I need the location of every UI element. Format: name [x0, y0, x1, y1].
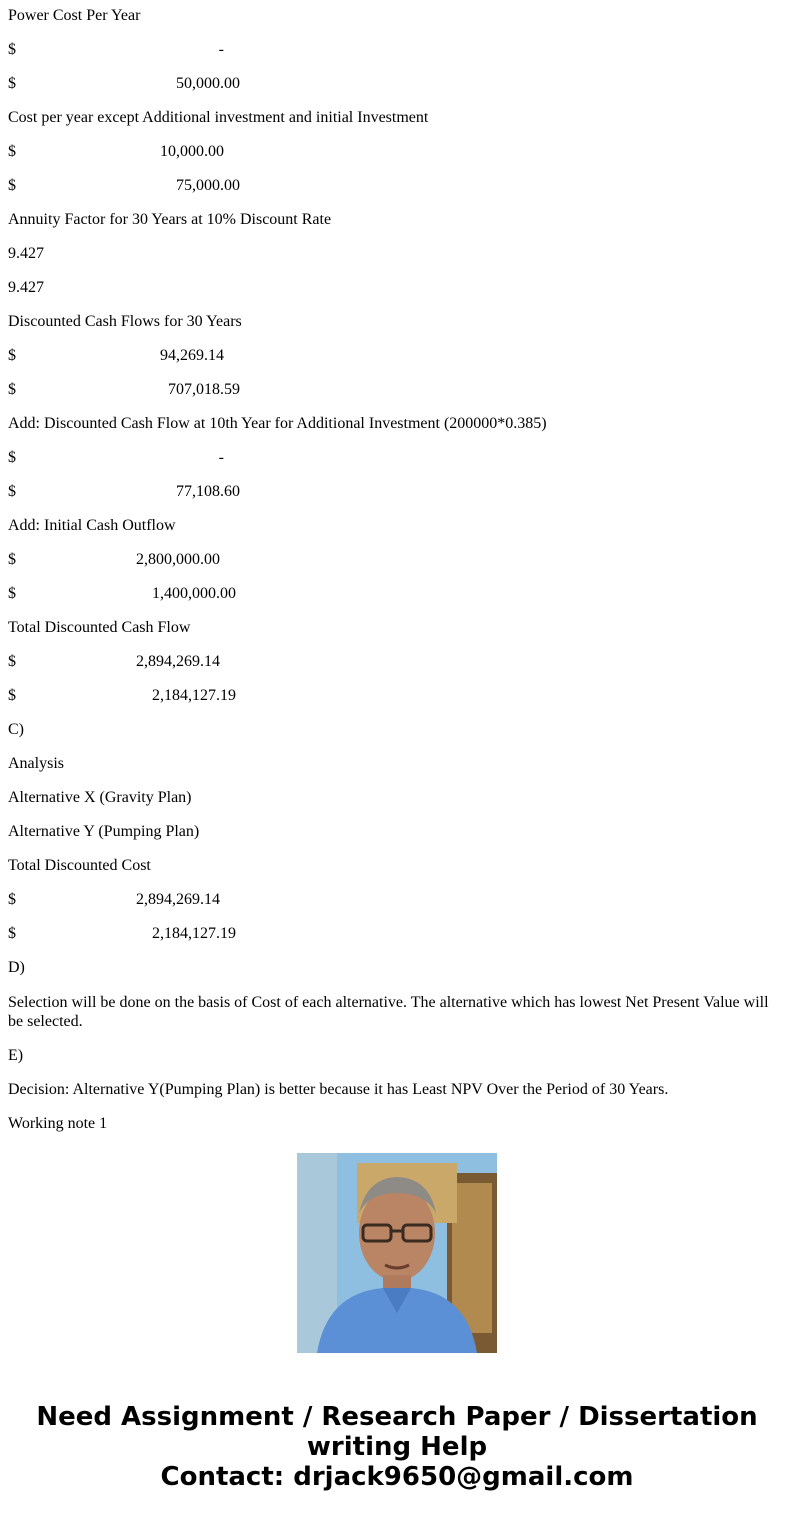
currency-symbol: $	[8, 891, 16, 908]
currency-symbol: $	[8, 41, 16, 58]
currency-symbol: $	[8, 381, 16, 398]
amount-value: -	[218, 449, 224, 466]
amount-value: 10,000.00	[160, 143, 224, 160]
document-body	[8, 0, 778, 1132]
text-line: Power Cost Per Year	[8, 7, 141, 24]
amount-value: 2,184,127.19	[152, 687, 236, 704]
currency-symbol: $	[8, 449, 16, 466]
amount-row	[8, 143, 778, 161]
text-line: Total Discounted Cost	[8, 857, 151, 874]
text-line: 9.427	[8, 279, 44, 296]
currency-symbol: $	[8, 653, 16, 670]
currency-symbol: $	[8, 925, 16, 942]
text-line: C)	[8, 721, 24, 738]
amount-row	[8, 449, 778, 467]
currency-symbol: $	[8, 143, 16, 160]
amount-value: 1,400,000.00	[152, 585, 236, 602]
author-photo	[297, 1153, 497, 1353]
amount-row	[8, 891, 778, 909]
currency-symbol: $	[8, 483, 16, 500]
currency-symbol: $	[8, 585, 16, 602]
currency-symbol: $	[8, 347, 16, 364]
promo-line-2: writing Help	[306, 1432, 488, 1462]
amount-row	[8, 347, 778, 365]
text-line: Add: Discounted Cash Flow at 10th Year for Additional Investment (200000*0.385)	[8, 415, 547, 432]
text-line: Alternative X (Gravity Plan)	[8, 789, 192, 806]
amount-row	[8, 585, 778, 603]
text-line: D)	[8, 959, 25, 976]
amount-row	[8, 41, 778, 59]
person-photo-illustration	[297, 1153, 497, 1353]
text-line: Annuity Factor for 30 Years at 10% Discount Rate	[8, 211, 332, 228]
amount-row	[8, 483, 778, 501]
text-line: Total Discounted Cash Flow	[8, 619, 191, 636]
text-line: Alternative Y (Pumping Plan)	[8, 823, 200, 840]
text-line: 9.427	[8, 245, 44, 262]
amount-value: 2,184,127.19	[152, 925, 236, 942]
amount-row	[8, 75, 778, 93]
amount-row	[8, 551, 778, 569]
text-line: Decision: Alternative Y(Pumping Plan) is better because it has Least NPV Over the Period of 30 Years.	[8, 1081, 669, 1098]
text-line: Add: Initial Cash Outflow	[8, 517, 176, 534]
amount-row	[8, 687, 778, 705]
text-line: Analysis	[8, 755, 64, 772]
currency-symbol: $	[8, 687, 16, 704]
amount-row	[8, 381, 778, 399]
text-line: Discounted Cash Flows for 30 Years	[8, 313, 242, 330]
paragraph: Selection will be done on the basis of Cost of each alternative. The alternative which has lowest Net Present Value will be selected.	[8, 994, 769, 1030]
currency-symbol: $	[8, 177, 16, 194]
amount-value: 2,800,000.00	[136, 551, 220, 568]
amount-value: 707,018.59	[168, 381, 240, 398]
currency-symbol: $	[8, 75, 16, 92]
amount-value: 75,000.00	[176, 177, 240, 194]
text-line: Working note 1	[8, 1115, 108, 1132]
currency-symbol: $	[8, 551, 16, 568]
text-line: E)	[8, 1047, 24, 1064]
text-line: Cost per year except Additional investment and initial Investment	[8, 109, 429, 126]
amount-row	[8, 177, 778, 195]
amount-value: 2,894,269.14	[136, 653, 220, 670]
amount-value: 77,108.60	[176, 483, 240, 500]
promo-line-1: Need Assignment / Research Paper / Dissertation	[36, 1402, 758, 1432]
amount-value: -	[218, 41, 224, 58]
amount-value: 2,894,269.14	[136, 891, 220, 908]
amount-value: 50,000.00	[176, 75, 240, 92]
promo-banner	[0, 1402, 794, 1492]
promo-contact: Contact: drjack9650@gmail.com	[160, 1462, 634, 1492]
amount-row	[8, 653, 778, 671]
amount-value: 94,269.14	[160, 347, 224, 364]
amount-row	[8, 925, 778, 943]
